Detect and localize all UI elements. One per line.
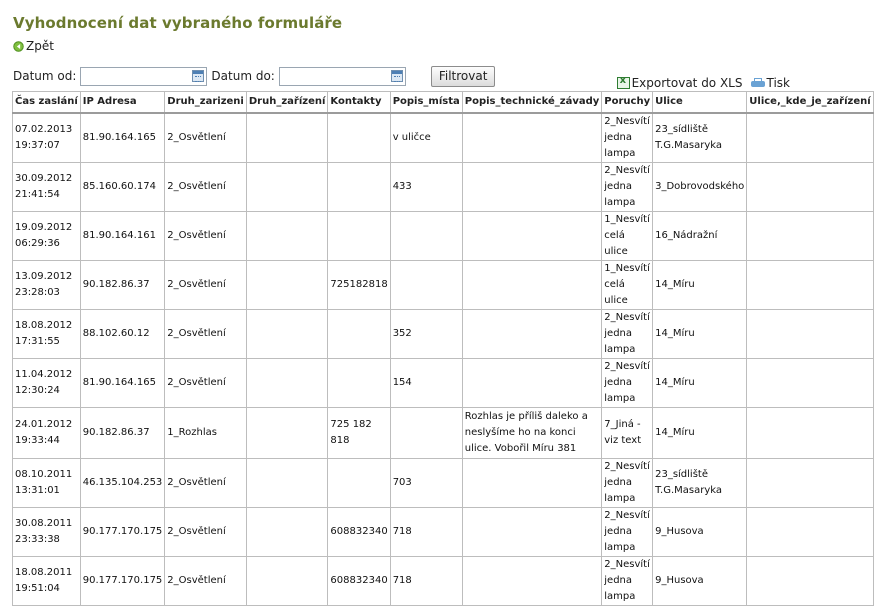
date-filter-bar [13, 65, 495, 87]
column-header: Poruchy [602, 92, 653, 114]
table-cell: 90.177.170.175 [80, 557, 165, 606]
table-cell [246, 557, 328, 606]
table-cell: 2_Osvětlení [165, 359, 247, 408]
date-from-label: Datum od: [13, 69, 77, 83]
table-cell [747, 163, 873, 212]
page-title: Vyhodnocení dat vybraného formuláře [13, 14, 343, 32]
table-cell: 725 182 818 [328, 408, 390, 459]
table-cell: Rozhlas je příliš daleko a neslyšíme ho na konci ulice. Vobořil Míru 381 [462, 408, 602, 459]
table-cell [462, 557, 602, 606]
table-cell: 2_Osvětlení [165, 163, 247, 212]
column-header: Druh_zařízení [246, 92, 328, 114]
print-label[interactable]: Tisk [766, 76, 790, 90]
column-header: Ulice [653, 92, 747, 114]
table-cell: 433 [390, 163, 462, 212]
table-cell: 18.08.2011 19:51:04 [13, 557, 81, 606]
table-cell: 46.135.104.253 [80, 459, 165, 508]
table-cell [246, 408, 328, 459]
printer-icon [751, 78, 765, 89]
table-cell [462, 359, 602, 408]
table-cell: 14_Míru [653, 359, 747, 408]
table-cell [328, 163, 390, 212]
table-cell [747, 459, 873, 508]
table-cell [390, 261, 462, 310]
back-link[interactable] [13, 39, 54, 53]
column-header: Ulice,_kde_je_zařízení [747, 92, 873, 114]
table-row [13, 459, 874, 508]
table-cell: 2_Nesvítí jedna lampa [602, 113, 653, 163]
table-cell [390, 212, 462, 261]
table-cell [747, 508, 873, 557]
table-cell: 08.10.2011 13:31:01 [13, 459, 81, 508]
table-cell: 1_Nesvítí celá ulice [602, 261, 653, 310]
column-header: Kontakty [328, 92, 390, 114]
table-cell: 13.09.2012 23:28:03 [13, 261, 81, 310]
table-cell: 2_Osvětlení [165, 459, 247, 508]
table-cell [462, 163, 602, 212]
table-cell [462, 310, 602, 359]
table-cell: 90.182.86.37 [80, 261, 165, 310]
table-cell: 14_Míru [653, 408, 747, 459]
table-cell [462, 508, 602, 557]
table-cell: 1_Nesvítí celá ulice [602, 212, 653, 261]
table-cell [246, 261, 328, 310]
table-row [13, 163, 874, 212]
table-cell [747, 261, 873, 310]
table-cell: 90.177.170.175 [80, 508, 165, 557]
date-from-input[interactable] [81, 68, 190, 85]
table-row [13, 113, 874, 163]
table-cell: 2_Nesvítí jedna lampa [602, 459, 653, 508]
table-cell: 2_Osvětlení [165, 261, 247, 310]
table-cell: 9_Husova [653, 557, 747, 606]
table-cell: 30.09.2012 21:41:54 [13, 163, 81, 212]
date-to-input[interactable] [280, 68, 389, 85]
table-cell: 81.90.164.165 [80, 113, 165, 163]
table-cell [747, 408, 873, 459]
table-row [13, 557, 874, 606]
table-cell: 718 [390, 508, 462, 557]
table-row [13, 261, 874, 310]
table-cell: 3_Dobrovodského [653, 163, 747, 212]
table-cell: 2_Nesvítí jedna lampa [602, 359, 653, 408]
table-body [13, 113, 874, 606]
table-cell [747, 359, 873, 408]
table-cell: 725182818 [328, 261, 390, 310]
table-cell [747, 310, 873, 359]
table-cell: v uličce [390, 113, 462, 163]
back-label[interactable]: Zpět [26, 39, 54, 53]
date-to-label: Datum do: [211, 69, 275, 83]
table-header-row [13, 92, 874, 114]
table-cell: 14_Míru [653, 310, 747, 359]
table-cell: 2_Osvětlení [165, 508, 247, 557]
column-header: Popis_technické_závady [462, 92, 602, 114]
back-arrow-icon [13, 41, 24, 52]
table-cell [462, 261, 602, 310]
table-cell [246, 508, 328, 557]
table-cell: 154 [390, 359, 462, 408]
table-cell [328, 113, 390, 163]
table-cell: 703 [390, 459, 462, 508]
table-cell: 2_Nesvítí jedna lampa [602, 310, 653, 359]
column-header: Čas zaslání [13, 92, 81, 114]
table-cell: 11.04.2012 12:30:24 [13, 359, 81, 408]
table-row [13, 359, 874, 408]
table-cell [747, 212, 873, 261]
excel-icon [617, 77, 630, 89]
table-cell: 718 [390, 557, 462, 606]
print-button[interactable] [751, 76, 791, 90]
table-cell [390, 408, 462, 459]
table-cell [747, 557, 873, 606]
table-cell [462, 212, 602, 261]
table-cell: 2_Osvětlení [165, 557, 247, 606]
table-cell: 2_Osvětlení [165, 212, 247, 261]
table-cell: 23_sídliště T.G.Masaryka [653, 113, 747, 163]
column-header: Popis_místa [390, 92, 462, 114]
column-header: IP Adresa [80, 92, 165, 114]
table-cell: 608832340 [328, 557, 390, 606]
table-cell [747, 113, 873, 163]
table-cell: 608832340 [328, 508, 390, 557]
filter-button[interactable]: Filtrovat [431, 66, 496, 87]
table-cell: 30.08.2011 23:33:38 [13, 508, 81, 557]
table-cell: 1_Rozhlas [165, 408, 247, 459]
table-cell [246, 310, 328, 359]
table-cell: 81.90.164.161 [80, 212, 165, 261]
table-cell: 81.90.164.165 [80, 359, 165, 408]
export-xls-button[interactable] [617, 76, 743, 90]
table-cell: 2_Osvětlení [165, 310, 247, 359]
export-label[interactable]: Exportovat do XLS [631, 76, 743, 90]
table-cell: 18.08.2012 17:31:55 [13, 310, 81, 359]
table-cell [328, 459, 390, 508]
date-from-field[interactable] [80, 67, 207, 86]
table-cell: 19.09.2012 06:29:36 [13, 212, 81, 261]
calendar-icon[interactable] [391, 70, 403, 82]
table-cell [328, 212, 390, 261]
table-cell: 2_Nesvítí jedna lampa [602, 508, 653, 557]
calendar-icon[interactable] [192, 70, 204, 82]
table-cell [246, 163, 328, 212]
table-cell: 9_Husova [653, 508, 747, 557]
table-row [13, 508, 874, 557]
table-cell: 07.02.2013 19:37:07 [13, 113, 81, 163]
table-cell: 7_Jiná - viz text [602, 408, 653, 459]
table-cell: 14_Míru [653, 261, 747, 310]
results-table [12, 91, 874, 606]
table-cell: 24.01.2012 19:33:44 [13, 408, 81, 459]
table-row [13, 212, 874, 261]
table-cell [462, 459, 602, 508]
table-cell: 2_Nesvítí jedna lampa [602, 163, 653, 212]
table-cell: 352 [390, 310, 462, 359]
table-cell [328, 359, 390, 408]
table-cell [246, 212, 328, 261]
table-cell [246, 113, 328, 163]
table-cell [246, 459, 328, 508]
table-cell [246, 359, 328, 408]
table-cell [328, 310, 390, 359]
table-cell [462, 113, 602, 163]
table-cell: 2_Nesvítí jedna lampa [602, 557, 653, 606]
table-cell: 88.102.60.12 [80, 310, 165, 359]
table-row [13, 408, 874, 459]
table-cell: 90.182.86.37 [80, 408, 165, 459]
table-cell: 2_Osvětlení [165, 113, 247, 163]
date-to-field[interactable] [279, 67, 406, 86]
table-cell: 16_Nádražní [653, 212, 747, 261]
table-row [13, 310, 874, 359]
column-header: Druh_zarizeni [165, 92, 247, 114]
table-cell: 85.160.60.174 [80, 163, 165, 212]
table-cell: 23_sídliště T.G.Masaryka [653, 459, 747, 508]
table-tools [609, 76, 790, 90]
